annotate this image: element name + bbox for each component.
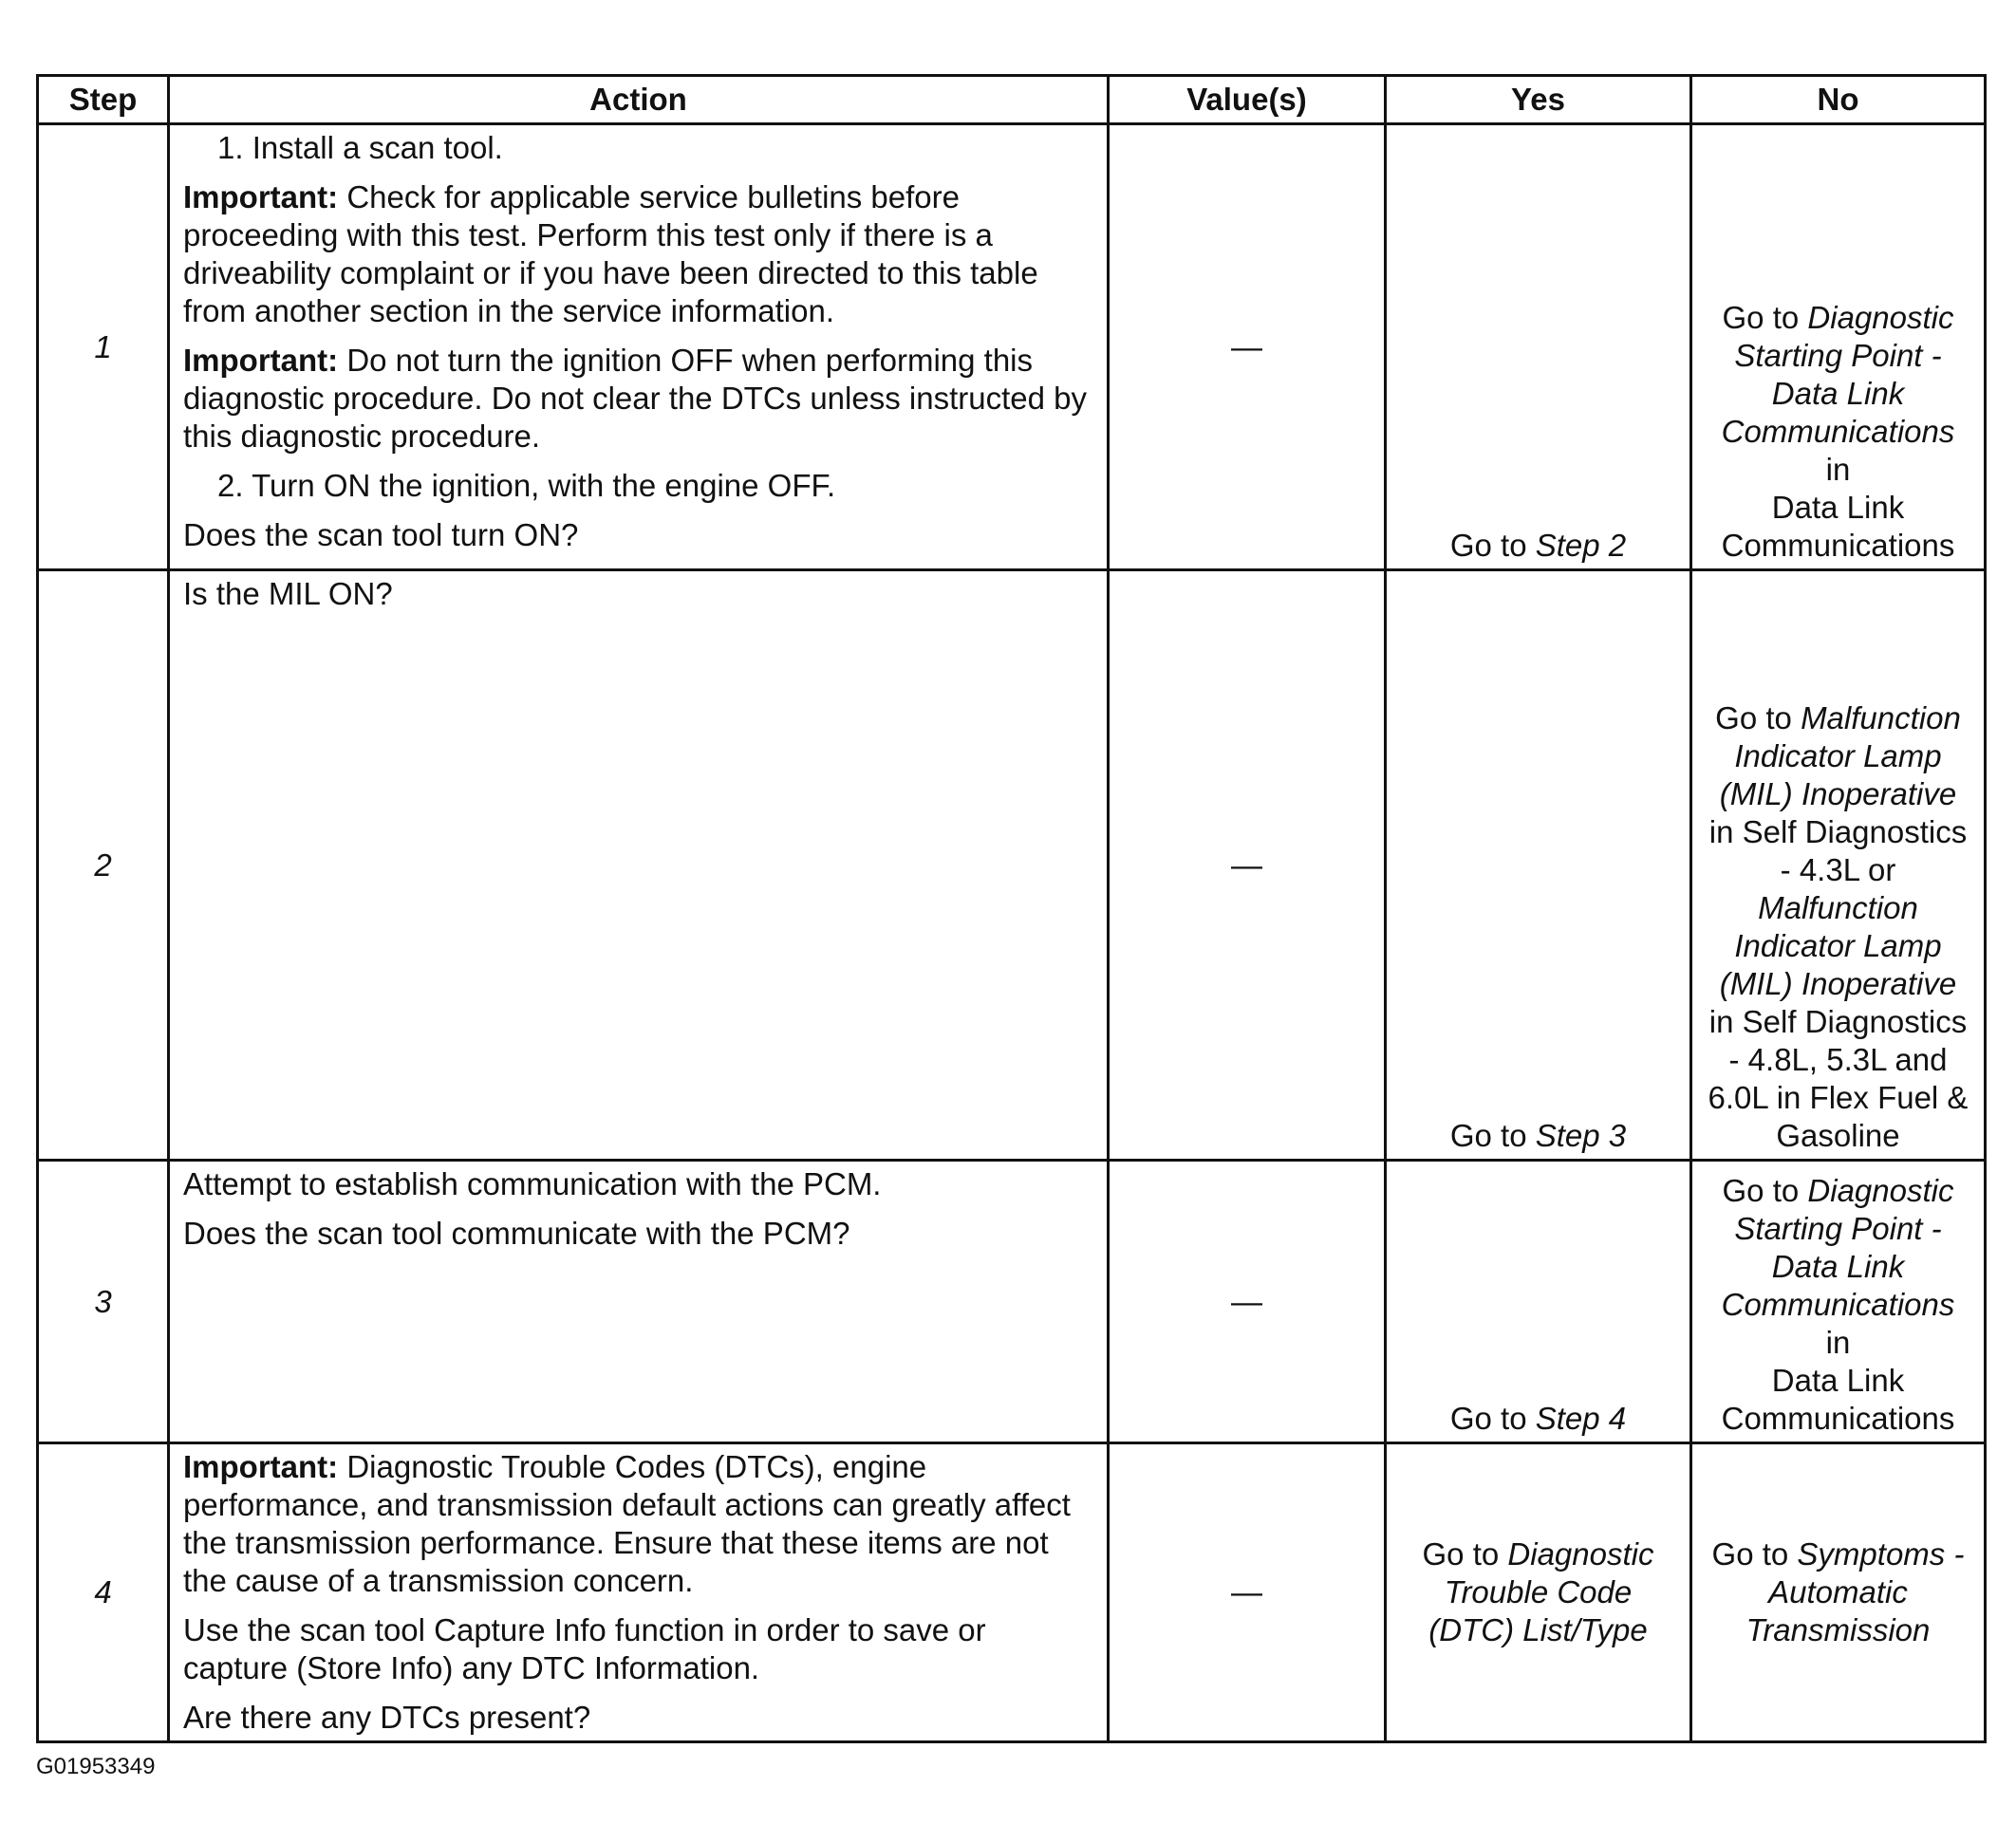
no-suffix: Data Link Communications	[1721, 1363, 1955, 1436]
header-values: Value(s)	[1109, 76, 1386, 124]
action-text: Do not turn the ignition OFF when performing this diagnostic procedure. Do not clear the DTCs unless instructed by this diagnostic procedure.	[183, 343, 1087, 454]
step-number: 1	[38, 124, 169, 570]
yes-link[interactable]: Step 4	[1535, 1401, 1627, 1436]
action-question: Does the scan tool communicate with the PCM?	[183, 1216, 850, 1251]
figure-code: G01953349	[36, 1754, 156, 1779]
no-cell	[1691, 1443, 1986, 1742]
value-cell: —	[1109, 1161, 1386, 1443]
yes-prefix: Go to	[1422, 1536, 1508, 1572]
yes-link[interactable]: Step 3	[1535, 1118, 1627, 1153]
table-row	[38, 124, 1986, 570]
no-in: in	[1825, 452, 1851, 487]
no-text: in Self Diagnostics - 4.8L, 5.3L and 6.0L in Flex Fuel & Gasoline	[1708, 1004, 1969, 1153]
no-cell	[1691, 124, 1986, 570]
action-text: Diagnostic Trouble Codes (DTCs), engine performance, and transmission default actions can greatly affect the transmission performance. Ensure that these items are not the cause of a transmission concern.	[183, 1449, 1071, 1598]
header-yes: Yes	[1386, 76, 1691, 124]
no-link[interactable]: Malfunction Indicator Lamp (MIL) Inoperative	[1719, 890, 1957, 1001]
no-link[interactable]: Symptoms - Automatic Transmission	[1745, 1536, 1965, 1647]
no-suffix: Data Link Communications	[1721, 490, 1955, 563]
no-prefix: Go to	[1722, 1173, 1808, 1208]
no-link[interactable]: Diagnostic Starting Point - Data Link Communications	[1721, 300, 1955, 449]
action-text: 2. Turn ON the ignition, with the engine OFF.	[217, 468, 836, 503]
action-text	[183, 178, 1093, 330]
no-prefix: Go to	[1722, 300, 1808, 335]
no-link[interactable]: Malfunction Indicator Lamp (MIL) Inoperative	[1719, 700, 1961, 811]
value-cell: —	[1109, 570, 1386, 1161]
yes-link[interactable]: Step 2	[1535, 528, 1627, 563]
yes-prefix: Go to	[1449, 528, 1536, 563]
important-label: Important:	[183, 1449, 339, 1484]
action-text: Use the scan tool Capture Info function in order to save or capture (Store Info) any DTC Information.	[183, 1612, 986, 1685]
action-text: Attempt to establish communication with the PCM.	[183, 1166, 882, 1201]
yes-cell	[1386, 1443, 1691, 1742]
important-label: Important:	[183, 179, 339, 214]
table-row	[38, 1161, 1986, 1443]
no-prefix: Go to	[1715, 700, 1801, 735]
no-text: in Self Diagnostics - 4.3L or	[1708, 814, 1968, 887]
action-question: Is the MIL ON?	[183, 576, 393, 611]
value-cell: —	[1109, 124, 1386, 570]
diagnostic-table	[36, 74, 1987, 1743]
no-in: in	[1825, 1325, 1851, 1360]
yes-link[interactable]: Diagnostic Trouble Code (DTC) List/Type	[1428, 1536, 1654, 1647]
action-text: Check for applicable service bulletins before proceeding with this test. Perform this test only if there is a driveability complaint or if you have been directed to this table from another section in the service information.	[183, 179, 1038, 328]
no-cell	[1691, 1161, 1986, 1443]
action-cell	[169, 570, 1109, 1161]
action-text	[183, 342, 1093, 456]
action-text: 1. Install a scan tool.	[217, 130, 503, 165]
yes-prefix: Go to	[1449, 1118, 1536, 1153]
no-cell	[1691, 570, 1986, 1161]
action-cell	[169, 1443, 1109, 1742]
header-action: Action	[169, 76, 1109, 124]
header-step: Step	[38, 76, 169, 124]
header-row	[38, 76, 1986, 124]
step-number: 3	[38, 1161, 169, 1443]
action-cell	[169, 1161, 1109, 1443]
yes-prefix: Go to	[1449, 1401, 1536, 1436]
header-no: No	[1691, 76, 1986, 124]
action-cell	[169, 124, 1109, 570]
important-label: Important:	[183, 343, 339, 378]
table-row	[38, 1443, 1986, 1742]
action-text	[183, 1448, 1093, 1600]
action-question: Are there any DTCs present?	[183, 1700, 591, 1735]
action-question: Does the scan tool turn ON?	[183, 517, 579, 552]
yes-cell	[1386, 1161, 1691, 1443]
no-link[interactable]: Diagnostic Starting Point - Data Link Communications	[1721, 1173, 1955, 1322]
table-row	[38, 570, 1986, 1161]
value-cell: —	[1109, 1443, 1386, 1742]
step-number: 4	[38, 1443, 169, 1742]
yes-cell	[1386, 570, 1691, 1161]
no-prefix: Go to	[1711, 1536, 1798, 1572]
yes-cell	[1386, 124, 1691, 570]
step-number: 2	[38, 570, 169, 1161]
